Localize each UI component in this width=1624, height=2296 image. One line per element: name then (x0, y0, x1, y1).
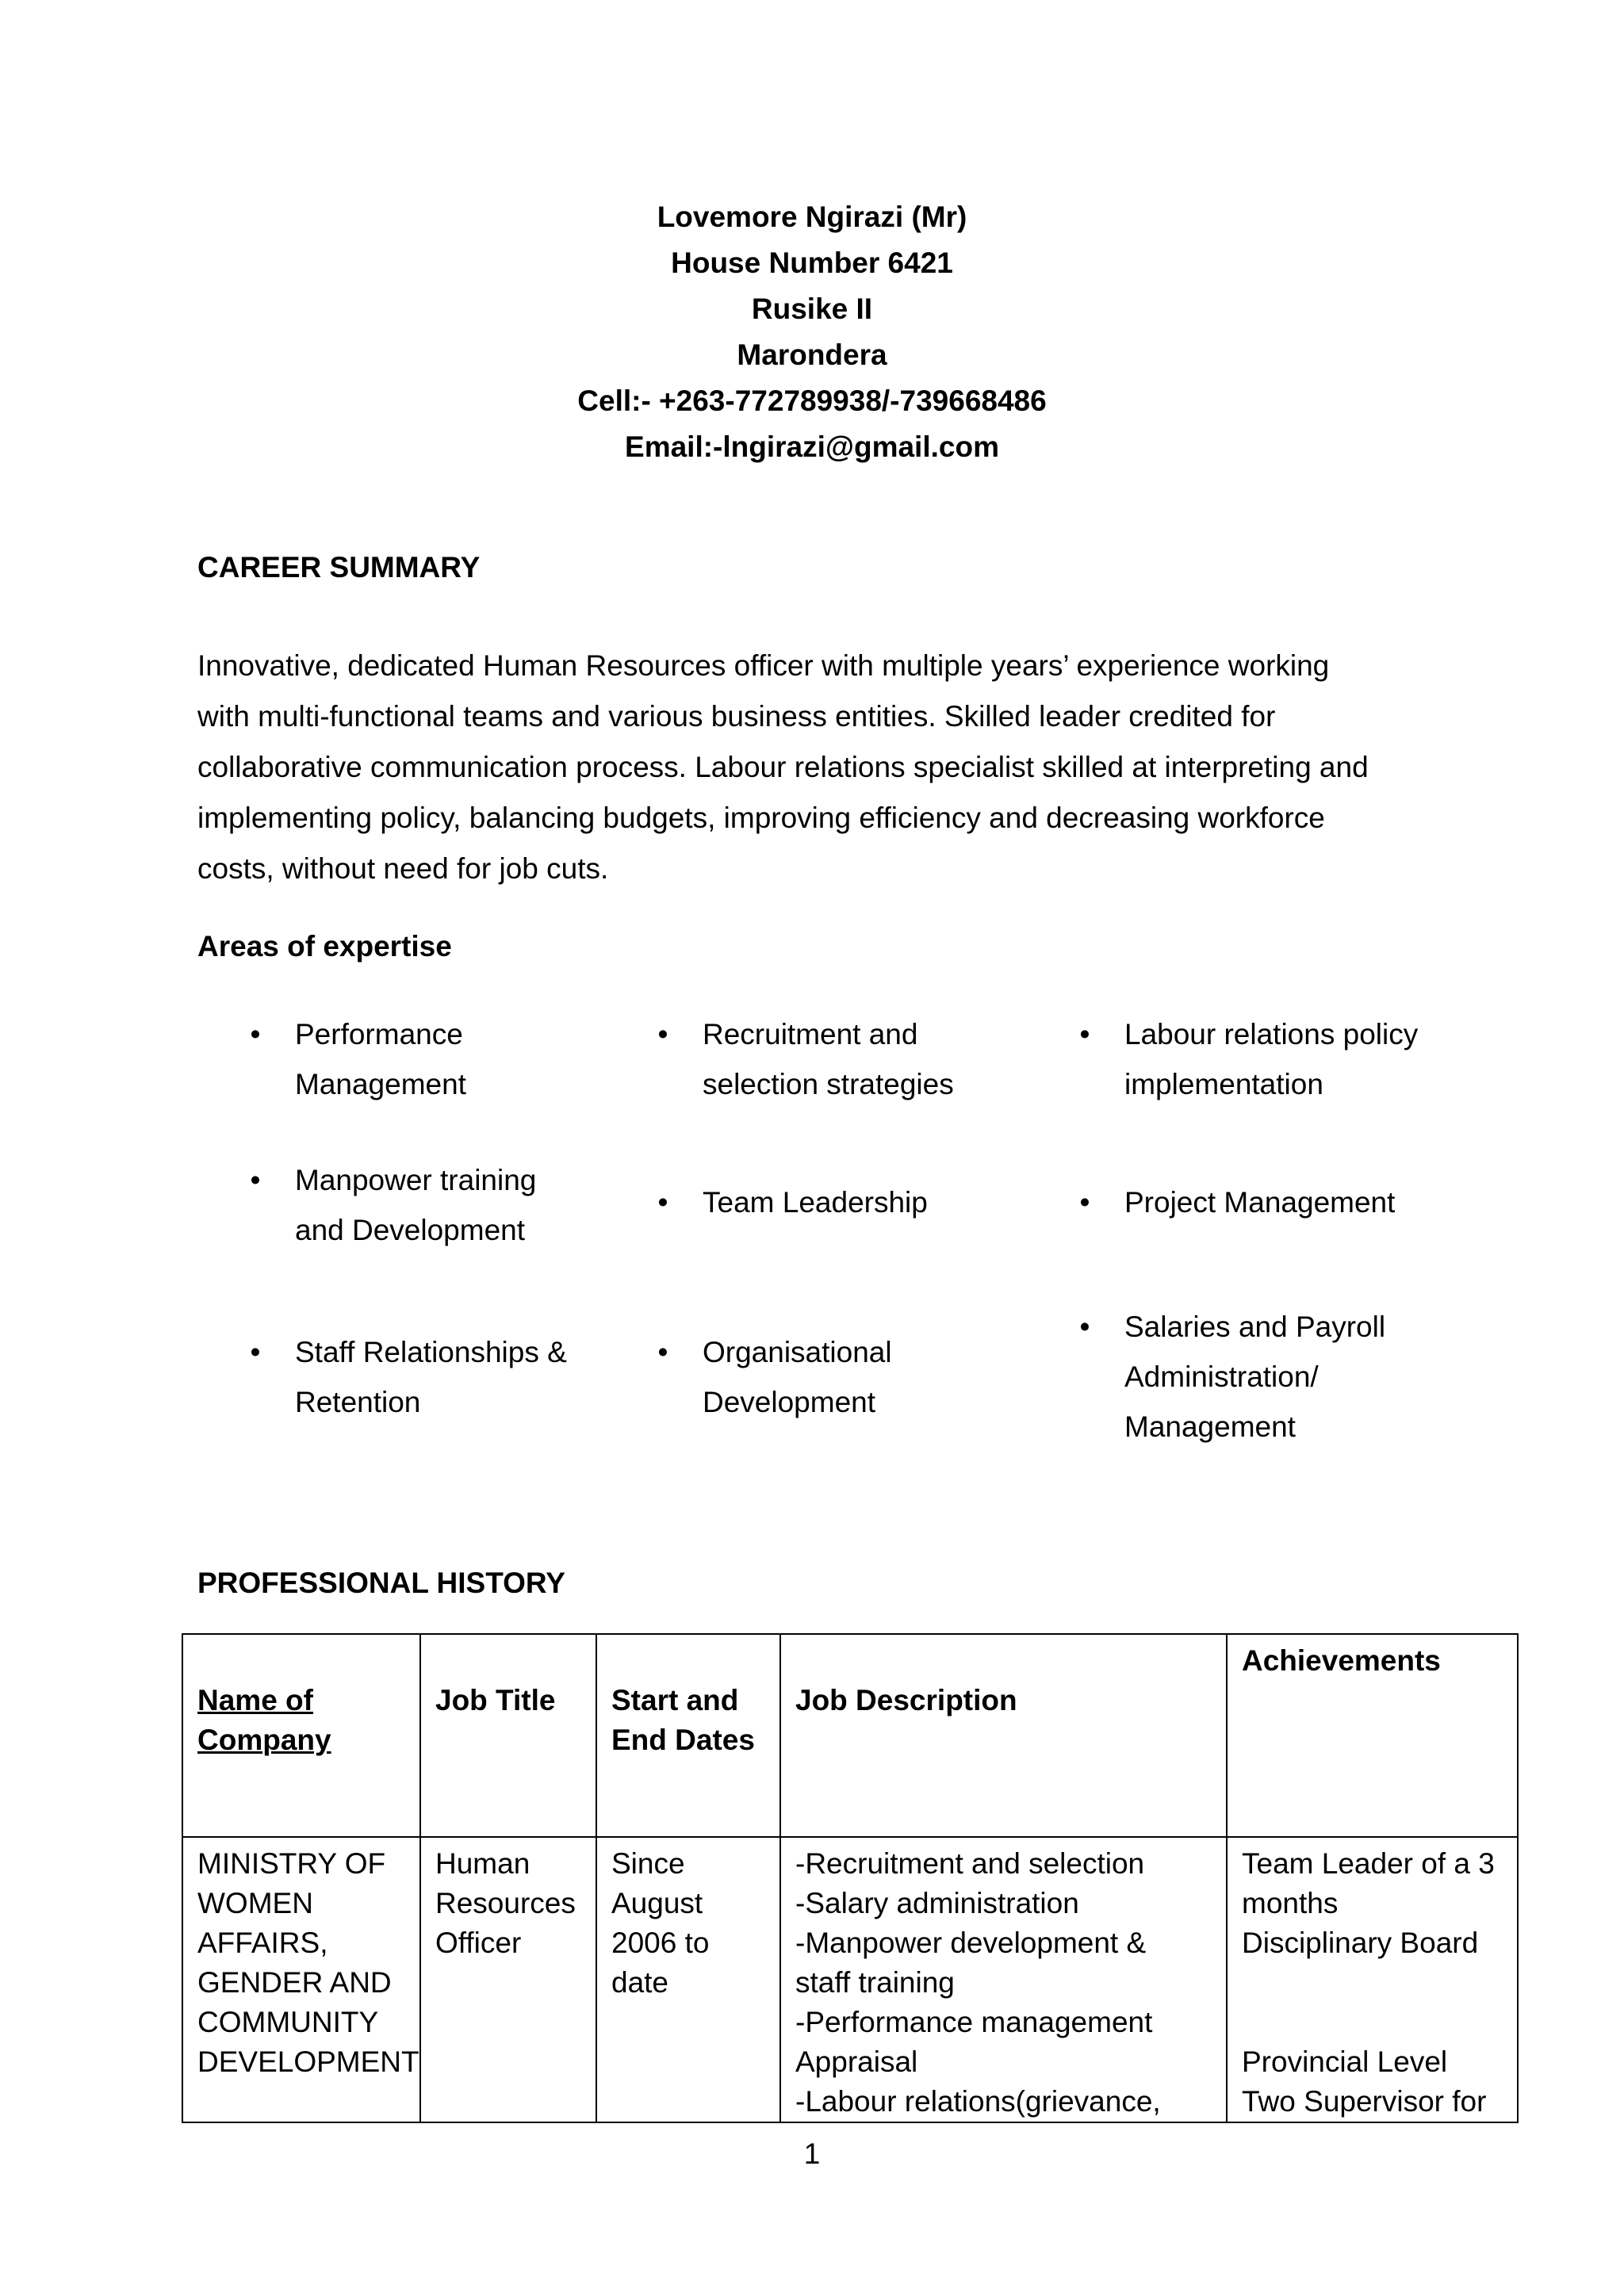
expertise-item: • Organisational Development (703, 1327, 892, 1427)
expertise-item: • Manpower training and Development (295, 1155, 536, 1255)
header-dates: Start and End Dates (596, 1634, 780, 1837)
cell-company: MINISTRY OF WOMEN AFFAIRS, GENDER AND COMMUNITY DEVELOPMENT (182, 1837, 420, 2122)
bullet-icon: • (1079, 1186, 1090, 1219)
expertise-item: • Project Management (1124, 1177, 1395, 1227)
summary-line: implementing policy, balancing budgets, improving efficiency and decreasing workforce (197, 802, 1325, 834)
expertise-item: • Team Leadership (703, 1177, 928, 1227)
professional-history-heading: PROFESSIONAL HISTORY (197, 1567, 565, 1599)
email-address: Email:-lngirazi@gmail.com (625, 430, 999, 463)
cell-number: Cell:- +263-772789938/-739668486 (577, 385, 1047, 417)
bullet-icon: • (250, 1018, 261, 1050)
header-job-description: Job Description (780, 1634, 1227, 1837)
bullet-icon: • (1079, 1311, 1090, 1343)
contact-header (0, 194, 1624, 470)
expertise-item: • Staff Relationships & Retention (295, 1327, 567, 1427)
address-line-2: Rusike II (751, 293, 873, 325)
applicant-name: Lovemore Ngirazi (Mr) (657, 201, 967, 233)
summary-line: collaborative communication process. Labour relations specialist skilled at interpreting and (197, 751, 1369, 783)
expertise-heading: Areas of expertise (197, 930, 452, 962)
professional-history-table (182, 1633, 1519, 2123)
address-line-3: Marondera (737, 339, 887, 371)
bullet-icon: • (250, 1336, 261, 1368)
cell-dates: Since August 2006 to date (596, 1837, 780, 2122)
header-company: Name of Company (182, 1634, 420, 1837)
bullet-icon: • (657, 1186, 668, 1219)
expertise-item: • Salaries and Payroll Administration/ Management (1124, 1302, 1385, 1452)
cell-job-description: -Recruitment and selection -Salary administration -Manpower development & staff training -Performance management Appraisal -Labour relations(grievance, (780, 1837, 1227, 2122)
career-summary-text (197, 641, 1419, 894)
bullet-icon: • (250, 1164, 261, 1196)
cell-job-title: Human Resources Officer (420, 1837, 596, 2122)
bullet-icon: • (657, 1336, 668, 1368)
header-achievements: Achievements (1227, 1634, 1518, 1837)
table-row (182, 1837, 1518, 2122)
expertise-item: • Recruitment and selection strategies (703, 1009, 954, 1109)
bullet-icon: • (1079, 1018, 1090, 1050)
summary-line: with multi-functional teams and various business entities. Skilled leader credited for (197, 700, 1276, 733)
cell-achievements: Team Leader of a 3 months Disciplinary Board Provincial Level Two Supervisor for (1227, 1837, 1518, 2122)
summary-line: costs, without need for job cuts. (197, 852, 609, 885)
address-line-1: House Number 6421 (671, 247, 953, 279)
table-header-row (182, 1634, 1518, 1837)
header-job-title: Job Title (420, 1634, 596, 1837)
summary-line: Innovative, dedicated Human Resources officer with multiple years’ experience working (197, 649, 1330, 682)
page-number: 1 (803, 2137, 821, 2170)
expertise-item: • Performance Management (295, 1009, 466, 1109)
expertise-item: • Labour relations policy implementation (1124, 1009, 1418, 1109)
bullet-icon: • (657, 1018, 668, 1050)
career-summary-heading: CAREER SUMMARY (197, 551, 481, 584)
